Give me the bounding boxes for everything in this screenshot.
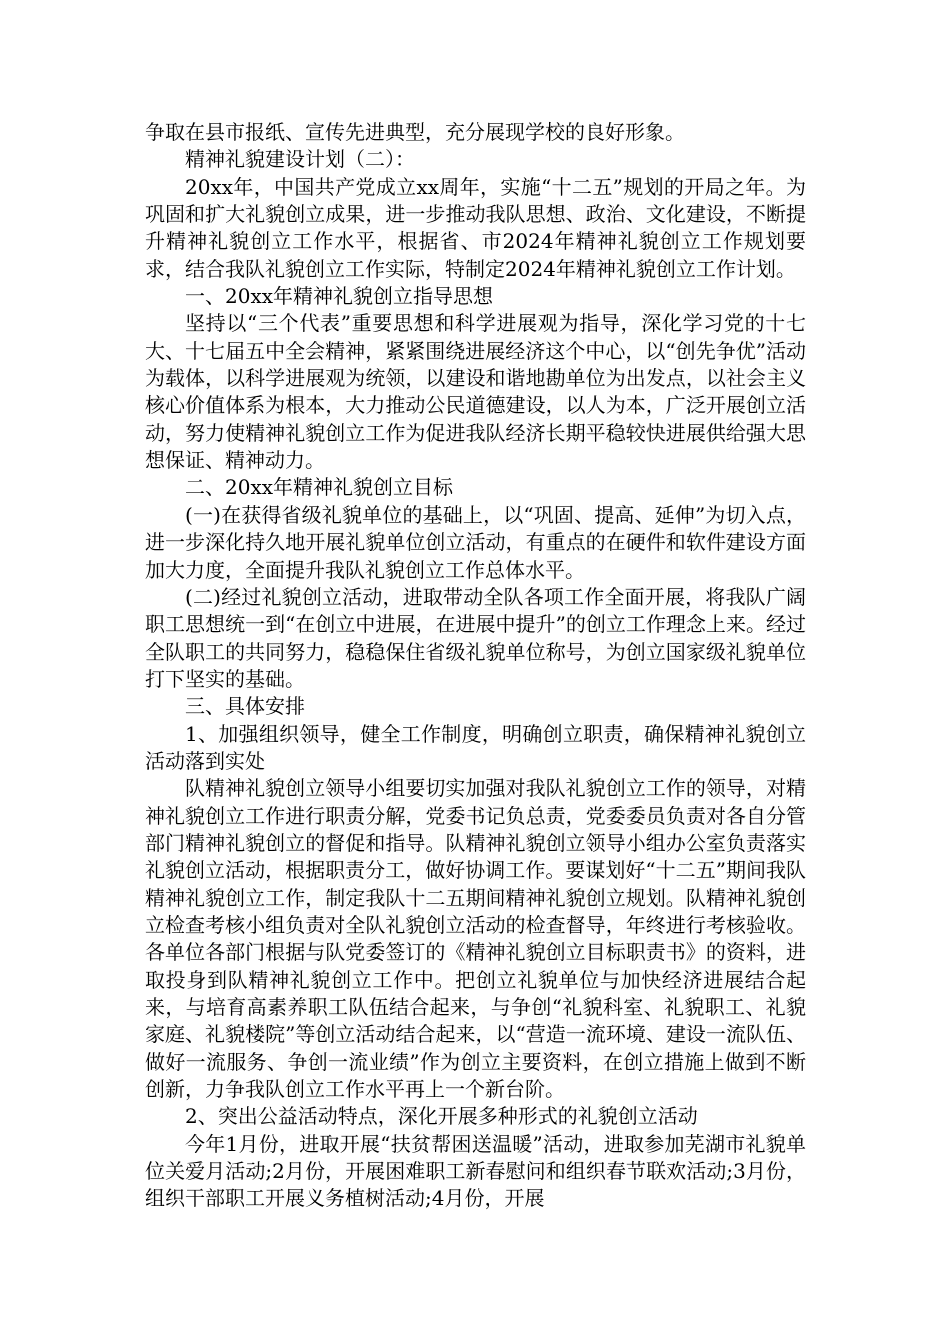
section-heading-3: 三、具体安排 <box>185 694 305 719</box>
paragraph-2: 精神礼貌建设计划（二）： <box>185 147 415 172</box>
section-heading-2: 二、20xx年精神礼貌创立目标 <box>185 475 454 500</box>
subheading-1: 1、加强组织领导，健全工作制度，明确创立职责，确保精神礼貌创立活动落到实处 <box>145 721 806 773</box>
subheading-2: 2、突出公益活动特点，深化开展多种形式的礼貌创立活动 <box>185 1104 698 1129</box>
paragraph-11: 队精神礼貌创立领导小组要切实加强对我队礼貌创立工作的领导，对精神礼貌创立工作进行职责分解，党委书记负总责，党委委员负责对各自分管部门精神礼貌创立的督促和指导。队精神礼貌创立领导小组办公室负责落实礼貌创立活动，根据职责分工，做好协调工作。要谋划好“十二五”期间我队精神礼貌创立工作，制定我队十二五期间精神礼貌创立规划。队精神礼貌创立检查考核小组负责对全队礼貌创立活动的检查督导，年终进行考核验收。各单位各部门根据与队党委签订的《精神礼貌创立目标职责书》的资料，进取投身到队精神礼貌创立工作中。把创立礼貌单位与加快经济进展结合起来，与培育高素养职工队伍结合起来，与争创“礼貌科室、礼貌职工、礼貌家庭、礼貌楼院”等创立活动结合起来，以“营造一流环境、建设一流队伍、做好一流服务、争创一流业绩”作为创立主要资料，在创立措施上做到不断创新，力争我队创立工作水平再上一个新台阶。 <box>145 776 806 1102</box>
document-page <box>145 119 806 1213</box>
paragraph-5: 坚持以“三个代表”重要思想和科学进展观为指导，深化学习党的十七大、十七届五中全会精神，紧紧围绕进展经济这个中心，以“创先争优”活动为载体，以科学进展观为统领，以建设和谐地勘单位为出发点，以社会主义核心价值体系为根本，大力推动公民道德建设，以人为本，广泛开展创立活动，努力使精神礼貌创立工作为促进我队经济长期平稳较快进展供给强大思想保证、精神动力。 <box>145 311 806 473</box>
section-heading-1: 一、20xx年精神礼貌创立指导思想 <box>185 284 494 309</box>
paragraph-1: 争取在县市报纸、宣传先进典型，充分展现学校的良好形象。 <box>145 120 685 144</box>
paragraph-3: 20xx年，中国共产党成立xx周年，实施“十二五”规划的开局之年。为巩固和扩大礼貌创立成果，进一步推动我队思想、政治、文化建设，不断提升精神礼貌创立工作水平，根据省、市2024年精神礼貌创立工作规划要求，结合我队礼貌创立工作实际，特制定2024年精神礼貌创立工作计划。 <box>145 174 806 281</box>
paragraph-13: 今年1月份，进取开展“扶贫帮困送温暖”活动，进取参加芜湖市礼貌单位关爱月活动;2月份，开展困难职工新春慰问和组织春节联欢活动;3月份，组织干部职工开展义务植树活动;4月份，开展 <box>145 1131 806 1211</box>
paragraph-8: (二)经过礼貌创立活动，进取带动全队各项工作全面开展，将我队广阔职工思想统一到“在创立中进展，在进展中提升”的创立工作理念上来。经过全队职工的共同努力，稳稳保住省级礼貌单位称号，为创立国家级礼貌单位打下坚实的基础。 <box>145 584 806 691</box>
paragraph-7: (一)在获得省级礼貌单位的基础上，以“巩固、提高、延伸”为切入点，进一步深化持久地开展礼貌单位创立活动，有重点的在硬件和软件建设方面加大力度，全面提升我队礼貌创立工作总体水平。 <box>145 502 806 582</box>
